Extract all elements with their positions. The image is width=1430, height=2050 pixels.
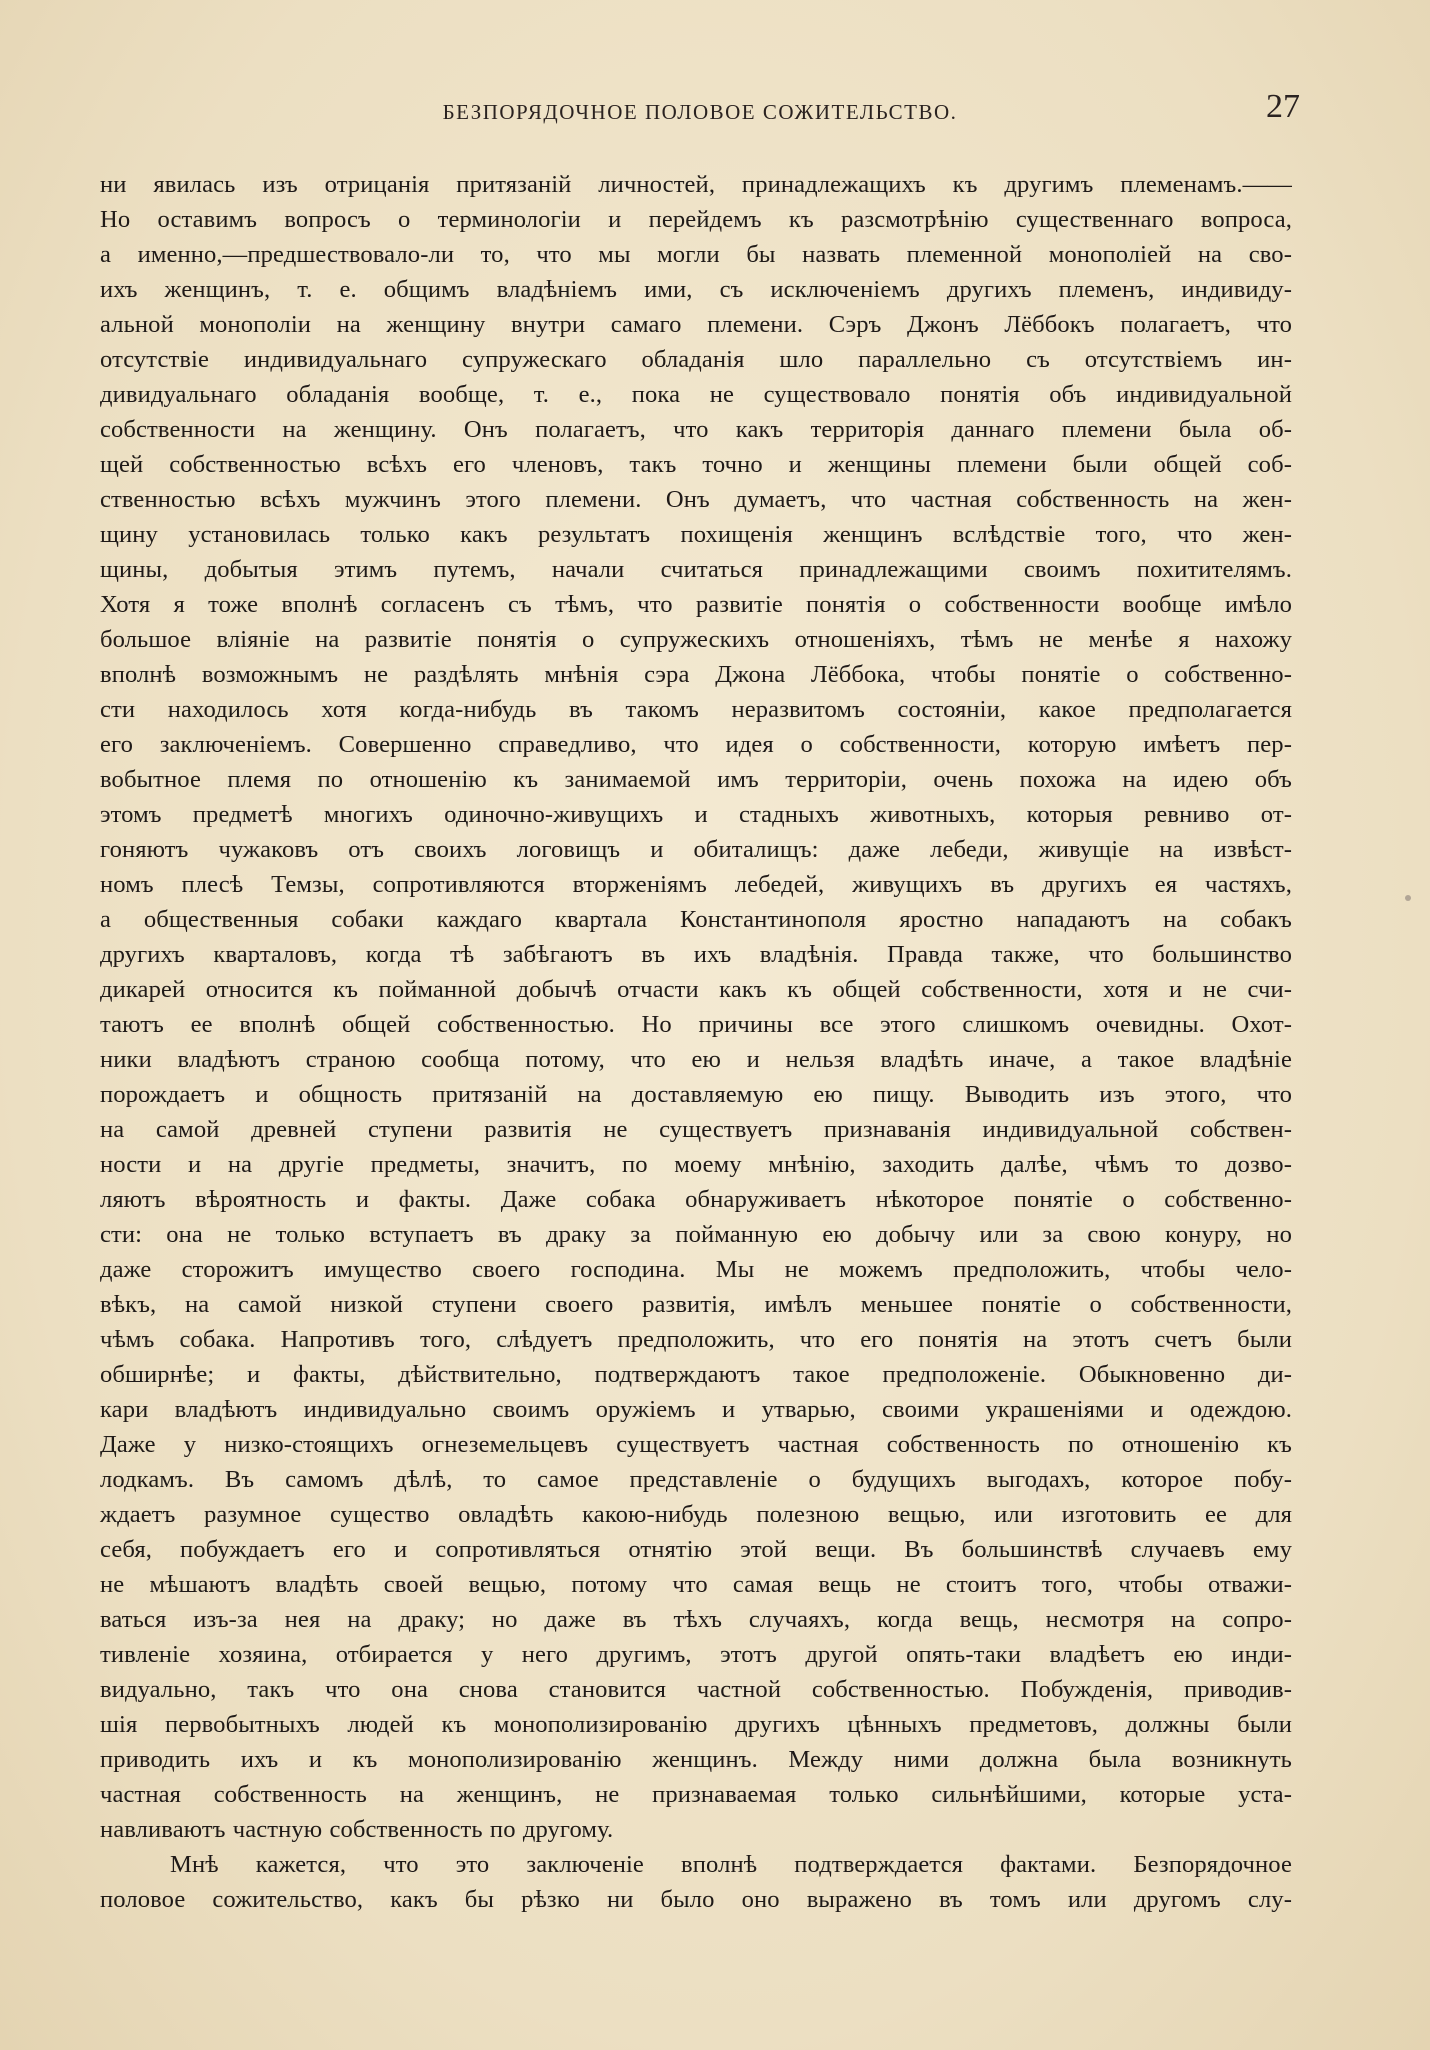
text-line: ваться изъ-за нея на драку; но даже въ тѣхъ случаяхъ, когда вещь, несмотря на сопро-: [100, 1606, 1292, 1633]
text-line: таютъ ее вполнѣ общей собственностью. Но причины все этого слишкомъ очевидны. Охот-: [100, 1011, 1292, 1038]
text-line: собственности на женщину. Онъ полагаетъ, что какъ территорія даннаго племени была об-: [100, 416, 1292, 443]
text-line: видуально, такъ что она снова становится частной собственностью. Побужденія, приводив-: [100, 1676, 1292, 1703]
text-line: альной монополіи на женщину внутри самаго племени. Сэръ Джонъ Лёббокъ полагаетъ, что: [100, 311, 1292, 338]
text-line: ждаетъ разумное существо овладѣть какою-нибудь полезною вещью, или изготовить ее для: [100, 1501, 1292, 1528]
text-line: шія первобытныхъ людей къ монополизированію другихъ цѣнныхъ предметовъ, должны были: [100, 1711, 1292, 1738]
running-head: [100, 88, 1300, 134]
text-line: обширнѣе; и факты, дѣйствительно, подтверждаютъ такое предположеніе. Обыкновенно ди-: [100, 1361, 1292, 1388]
text-line: на самой древней ступени развитія не существуетъ признаванія индивидуальной собствен-: [100, 1116, 1292, 1143]
text-line: щины, добытыя этимъ путемъ, начали считаться принадлежащими своимъ похитителямъ.: [100, 556, 1292, 583]
text-line: лодкамъ. Въ самомъ дѣлѣ, то самое представленіе о будущихъ выгодахъ, которое побу-: [100, 1466, 1292, 1493]
text-line: дикарей относится къ пойманной добычѣ отчасти какъ къ общей собственности, хотя и не счи-: [100, 976, 1292, 1003]
text-line: ни явилась изъ отрицанія притязаній личностей, принадлежащихъ къ другимъ племенамъ.——: [100, 171, 1292, 198]
text-line: гоняютъ чужаковъ отъ своихъ логовищъ и обиталищъ: даже лебеди, живущіе на извѣст-: [100, 836, 1292, 863]
text-line: щину установилась только какъ результатъ похищенія женщинъ вслѣдствіе того, что жен-: [100, 521, 1292, 548]
text-line: ности и на другіе предметы, значитъ, по моему мнѣнію, заходить далѣе, чѣмъ то дозво-: [100, 1151, 1292, 1178]
text-line: Хотя я тоже вполнѣ согласенъ съ тѣмъ, что развитіе понятія о собственности вообще имѣло: [100, 591, 1292, 618]
page-number: 27: [1266, 88, 1300, 125]
text-line: Но оставимъ вопросъ о терминологіи и перейдемъ къ разсмотрѣнію существеннаго вопроса,: [100, 206, 1292, 233]
text-line: ляютъ вѣроятность и факты. Даже собака обнаруживаетъ нѣкоторое понятіе о собственно-: [100, 1186, 1292, 1213]
running-title: БЕЗПОРЯДОЧНОЕ ПОЛОВОЕ СОЖИТЕЛЬСТВО.: [442, 100, 958, 124]
pencil-mark: [1405, 895, 1411, 901]
text-line: кари владѣютъ индивидуально своимъ оружіемъ и утварью, своими украшеніями и одеждою.: [100, 1396, 1292, 1423]
text-line: сти находилось хотя когда-нибудь въ такомъ неразвитомъ состояніи, какое предполагается: [100, 696, 1292, 723]
text-line: ственностью всѣхъ мужчинъ этого племени. Онъ думаетъ, что частная собственность на жен-: [100, 486, 1292, 513]
text-line: этомъ предметѣ многихъ одиночно-живущихъ и стадныхъ животныхъ, которыя ревниво от-: [100, 801, 1292, 828]
text-line: себя, побуждаетъ его и сопротивляться отнятію этой вещи. Въ большинствѣ случаевъ ему: [100, 1536, 1292, 1563]
text-line: вѣкъ, на самой низкой ступени своего развитія, имѣлъ меньшее понятіе о собственности,: [100, 1291, 1292, 1318]
text-line: чѣмъ собака. Напротивъ того, слѣдуетъ предположить, что его понятія на этотъ счетъ были: [100, 1326, 1292, 1353]
text-line: щей собственностью всѣхъ его членовъ, такъ точно и женщины племени были общей соб-: [100, 451, 1292, 478]
text-line: не мѣшаютъ владѣть своей вещью, потому что самая вещь не стоитъ того, чтобы отважи-: [100, 1571, 1292, 1598]
text-line: большое вліяніе на развитіе понятія о супружескихъ отношеніяхъ, тѣмъ не менѣе я нахожу: [100, 626, 1292, 653]
text-line: даже сторожитъ имущество своего господина. Мы не можемъ предположить, чтобы чело-: [100, 1256, 1292, 1283]
body-text: [100, 167, 1292, 1917]
text-line: вполнѣ возможнымъ не раздѣлять мнѣнія сэра Джона Лёббока, чтобы понятіе о собственно-: [100, 661, 1292, 688]
text-line: порождаетъ и общность притязаній на доставляемую ею пищу. Выводить изъ этого, что: [100, 1081, 1292, 1108]
text-line: отсутствіе индивидуальнаго супружескаго обладанія шло параллельно съ отсутствіемъ ин-: [100, 346, 1292, 373]
text-line: номъ плесѣ Темзы, сопротивляются вторженіямъ лебедей, живущихъ въ другихъ ея частяхъ,: [100, 871, 1292, 898]
text-line: его заключеніемъ. Совершенно справедливо, что идея о собственности, которую имѣетъ пер-: [100, 731, 1292, 758]
text-line: а именно,—предшествовало-ли то, что мы могли бы назвать племенной монополіей на сво-: [100, 241, 1292, 268]
text-line: ихъ женщинъ, т. е. общимъ владѣніемъ ими, съ исключеніемъ другихъ племенъ, индивиду-: [100, 276, 1292, 303]
text-line: Мнѣ кажется, что это заключеніе вполнѣ подтверждается фактами. Безпорядочное: [170, 1851, 1292, 1878]
text-line: приводить ихъ и къ монополизированію женщинъ. Между ними должна была возникнуть: [100, 1746, 1292, 1773]
text-line: Даже у низко-стоящихъ огнеземельцевъ существуетъ частная собственность по отношенію къ: [100, 1431, 1292, 1458]
text-line: а общественныя собаки каждаго квартала Константинополя яростно нападаютъ на собакъ: [100, 906, 1292, 933]
text-line: навливаютъ частную собственность по другому.: [100, 1816, 614, 1843]
text-line: частная собственность на женщинъ, не признаваемая только сильнѣйшими, которые уста-: [100, 1781, 1292, 1808]
text-line: дивидуальнаго обладанія вообще, т. е., пока не существовало понятія объ индивидуальной: [100, 381, 1292, 408]
text-line: другихъ кварталовъ, когда тѣ забѣгаютъ въ ихъ владѣнія. Правда также, что большинство: [100, 941, 1292, 968]
text-line: вобытное племя по отношенію къ занимаемой имъ территоріи, очень похожа на идею объ: [100, 766, 1292, 793]
text-line: ники владѣютъ страною сообща потому, что ею и нельзя владѣть иначе, а такое владѣніе: [100, 1046, 1292, 1073]
text-line: половое сожительство, какъ бы рѣзко ни было оно выражено въ томъ или другомъ слу-: [100, 1886, 1292, 1913]
text-line: тивленіе хозяина, отбирается у него другимъ, этотъ другой опять-таки владѣетъ ею инди-: [100, 1641, 1292, 1668]
text-line: сти: она не только вступаетъ въ драку за пойманную ею добычу или за свою конуру, но: [100, 1221, 1292, 1248]
